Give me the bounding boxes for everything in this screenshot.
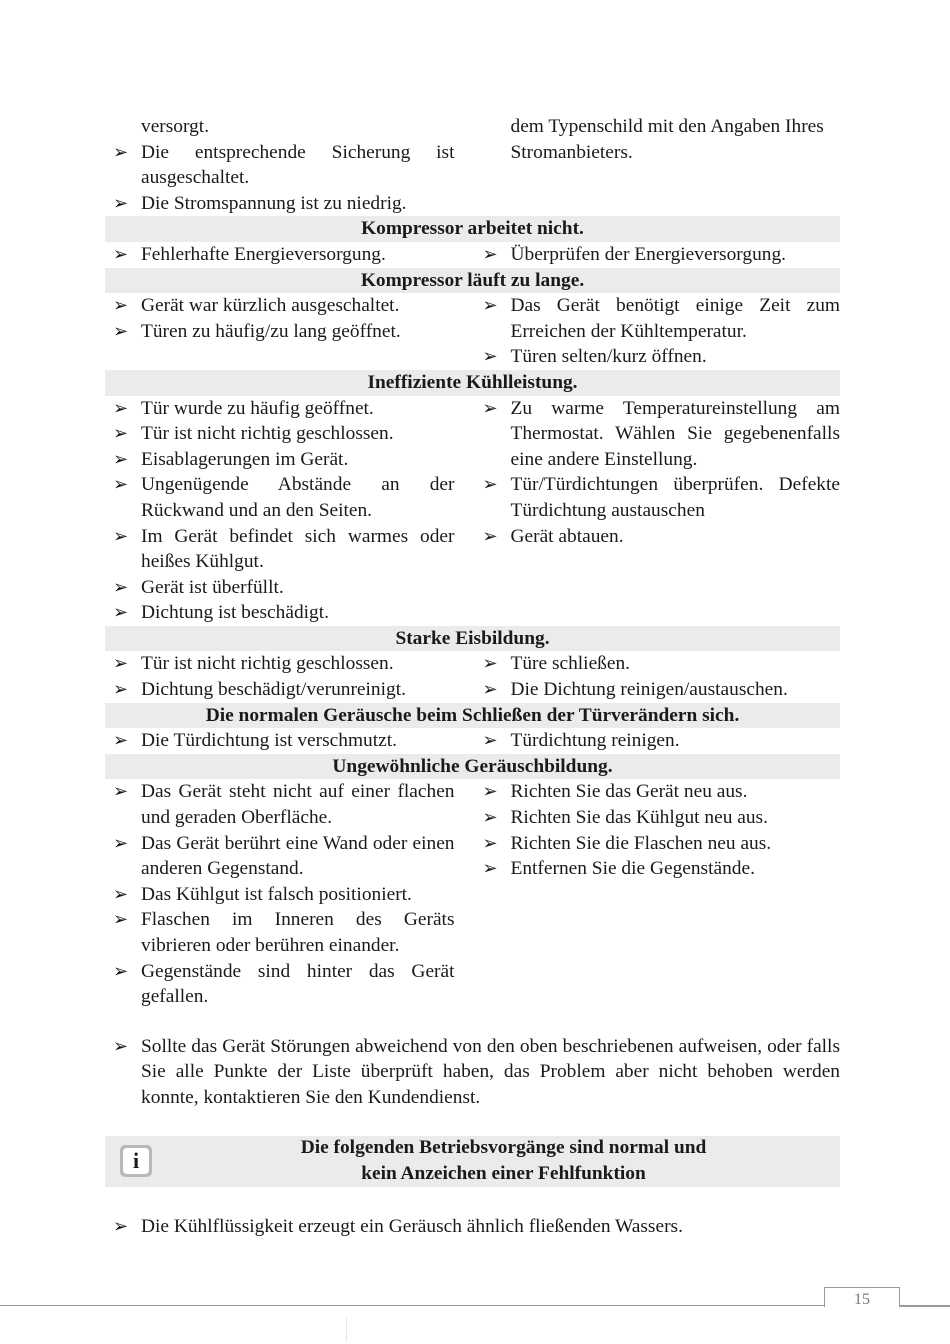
normal-item [105,1214,840,1240]
info-icon-glyph: i [123,1148,149,1174]
remedies-column [473,779,841,1009]
cause-text: Dichtung ist beschädigt. [141,602,329,624]
bullet-arrow-icon: ➢ [113,576,129,598]
remedy-text: Tür/Türdichtungen überprüfen. Defekte Türdichtung austauschen [510,474,840,521]
page-number-box [824,1287,900,1307]
bullet-arrow-icon: ➢ [482,679,498,701]
info-icon [120,1145,152,1177]
cause-text: Dichtung beschädigt/verunreinigt. [141,679,406,701]
bullet-arrow-icon: ➢ [113,679,129,701]
remedies-column [473,293,841,370]
troubleshooting-page [105,114,840,1239]
remedy-item [475,344,841,370]
intro-row [105,114,840,216]
cause-text: Die entsprechende Sicherung ist ausgeschaltet. [141,141,455,189]
bullet-arrow-icon: ➢ [482,474,498,496]
cause-text: Das Kühlgut ist falsch positioniert. [141,883,412,905]
causes-column [105,293,473,370]
cause-item [105,472,455,523]
remedy-text: Richten Sie die Flaschen neu aus. [510,832,772,854]
bullet-arrow-icon: ➢ [482,295,498,317]
remedy-text: Entfernen Sie die Gegenstände. [510,858,755,880]
bullet-arrow-icon: ➢ [482,807,498,829]
remedy-item [475,524,841,550]
cause-item [105,651,455,677]
service-note-item [105,1034,840,1111]
cause-text: Im Gerät befindet sich warmes oder heißes Kühlgut. [141,525,455,573]
cause-text: Tür ist nicht richtig geschlossen. [141,423,394,445]
remedy-text: Türen selten/kurz öffnen. [510,346,707,368]
service-note-text: Sollte das Gerät Störungen abweichend von den oben beschriebenen aufweisen, oder falls Sie alle Punkte der Liste überprüft haben, das Problem aber nicht behoben werden konnte, kontaktieren Sie den Kundendienst. [141,1035,840,1108]
cause-text: Flaschen im Inneren des Geräts vibrieren oder berühren einander. [141,909,455,956]
bullet-arrow-icon: ➢ [113,1215,129,1237]
cause-text: Eisablagerungen im Gerät. [141,448,349,470]
remedy-item [475,396,841,473]
section-header: Kompressor läuft zu lange. [105,268,840,294]
section-header: Ineffiziente Kühlleistung. [105,370,840,396]
bullet-arrow-icon: ➢ [113,474,129,496]
section-row [105,396,840,626]
remedy-text: Richten Sie das Gerät neu aus. [510,781,748,803]
bullet-arrow-icon: ➢ [113,781,129,803]
bullet-arrow-icon: ➢ [482,525,498,547]
info-box-title [167,1135,840,1186]
bullet-arrow-icon: ➢ [482,781,498,803]
remedy-text: dem Typenschild mit den Angaben Ihres Stromanbieters. [510,116,824,163]
cause-item [105,831,455,882]
remedy-text: Türe schließen. [510,653,631,675]
bullet-arrow-icon: ➢ [113,730,129,752]
section-row [105,293,840,370]
page-number: 15 [854,1291,870,1308]
bullet-arrow-icon: ➢ [113,883,129,905]
remedy-item [475,831,841,857]
cause-text: Türen zu häufig/zu lang geöffnet. [141,320,401,342]
remedies-column [473,396,841,626]
bullet-arrow-icon: ➢ [113,397,129,419]
causes-column [105,396,473,626]
remedy-text: Zu warme Temperatureinstellung am Thermostat. Wählen Sie gegebenenfalls eine andere Einstellung. [510,397,840,470]
remedy-text: Das Gerät benötigt einige Zeit zum Erreichen der Kühltemperatur. [510,295,840,342]
bullet-arrow-icon: ➢ [113,320,129,342]
remedy-item [475,242,841,268]
cause-text: Tür wurde zu häufig geöffnet. [141,397,374,419]
bullet-arrow-icon: ➢ [482,346,498,368]
remedy-item [475,728,841,754]
info-box [105,1136,840,1187]
bullet-arrow-icon: ➢ [482,832,498,854]
cause-text: Gerät ist überfüllt. [141,576,284,598]
cause-text: Fehlerhafte Energieversorgung. [141,243,386,265]
remedy-text: Überprüfen der Energieversorgung. [510,243,787,265]
intro-causes [105,114,473,216]
cause-text: Die Türdichtung ist verschmutzt. [141,730,397,752]
remedy-item [475,805,841,831]
cause-item [105,907,455,958]
footer-mark [346,1318,347,1342]
bullet-arrow-icon: ➢ [113,141,129,163]
cause-text: Gegenstände sind hinter das Gerät gefallen. [141,960,455,1008]
bullet-arrow-icon: ➢ [482,397,498,419]
bullet-arrow-icon: ➢ [113,295,129,317]
bullet-arrow-icon: ➢ [113,653,129,675]
causes-column [105,779,473,1009]
cause-item [105,242,455,268]
remedy-item [475,856,841,882]
bullet-arrow-icon: ➢ [113,960,129,982]
bullet-arrow-icon: ➢ [113,832,129,854]
section-row [105,651,840,702]
service-note [105,1034,840,1111]
remedies-column [473,728,841,754]
cause-item [105,779,455,830]
bullet-arrow-icon: ➢ [113,423,129,445]
cause-item [105,191,455,217]
remedy-text: Türdichtung reinigen. [510,730,680,752]
cause-item [105,524,455,575]
cause-text: versorgt. [141,116,210,137]
section-row [105,242,840,268]
bullet-arrow-icon: ➢ [482,243,498,265]
section-header: Die normalen Geräusche beim Schließen der Türverändern sich. [105,703,840,729]
normal-items [105,1214,840,1240]
cause-item [105,728,455,754]
cause-text: Ungenügende Abstände an der Rückwand und an den Seiten. [141,474,455,521]
normal-item-text: Die Kühlflüssigkeit erzeugt ein Geräusch ähnlich fließenden Wassers. [141,1215,683,1237]
remedies-column [473,242,841,268]
cause-item [105,421,455,447]
cause-item [105,959,455,1010]
cause-item [105,882,455,908]
cause-item [105,319,455,345]
section-header: Ungewöhnliche Geräuschbildung. [105,754,840,780]
section-row [105,728,840,754]
section-header: Kompressor arbeitet nicht. [105,216,840,242]
bullet-arrow-icon: ➢ [113,1035,129,1057]
remedy-item [475,677,841,703]
bullet-arrow-icon: ➢ [482,858,498,880]
cause-item [105,396,455,422]
cause-item [105,293,455,319]
cause-item [105,447,455,473]
remedy-item [475,779,841,805]
cause-item [105,677,455,703]
footer-rule [0,1305,950,1306]
bullet-arrow-icon: ➢ [113,192,129,214]
cause-item [105,575,455,601]
remedies-column [473,651,841,702]
remedy-text: Die Dichtung reinigen/austauschen. [510,679,788,701]
causes-column [105,242,473,268]
causes-column [105,651,473,702]
cause-text: Das Gerät steht nicht auf einer flachen und geraden Oberfläche. [141,781,455,829]
bullet-arrow-icon: ➢ [482,653,498,675]
info-box-line1: Die folgenden Betriebsvorgänge sind normal und [300,1137,707,1159]
bullet-arrow-icon: ➢ [113,602,129,624]
bullet-arrow-icon: ➢ [113,525,129,547]
bullet-arrow-icon: ➢ [113,243,129,265]
cause-text: Tür ist nicht richtig geschlossen. [141,653,394,675]
remedy-item [475,651,841,677]
cause-item [105,600,455,626]
info-box-line2: kein Anzeichen einer Fehlfunktion [361,1163,646,1185]
cause-text: Das Gerät berührt eine Wand oder einen anderen Gegenstand. [141,832,455,880]
remedy-text: Richten Sie das Kühlgut neu aus. [510,807,768,829]
causes-column [105,728,473,754]
section-header: Starke Eisbildung. [105,626,840,652]
cause-text: Die Stromspannung ist zu niedrig. [141,192,407,214]
remedy-text: Gerät abtauen. [510,525,624,547]
bullet-arrow-icon: ➢ [113,909,129,931]
remedy-item [475,472,841,523]
troubleshooting-sections [105,216,840,1009]
intro-remedies [473,114,841,216]
cause-item [105,140,455,191]
cause-text: Gerät war kürzlich ausgeschaltet. [141,295,400,317]
bullet-arrow-icon: ➢ [482,730,498,752]
bullet-arrow-icon: ➢ [113,448,129,470]
remedy-item [475,293,841,344]
section-row [105,779,840,1009]
